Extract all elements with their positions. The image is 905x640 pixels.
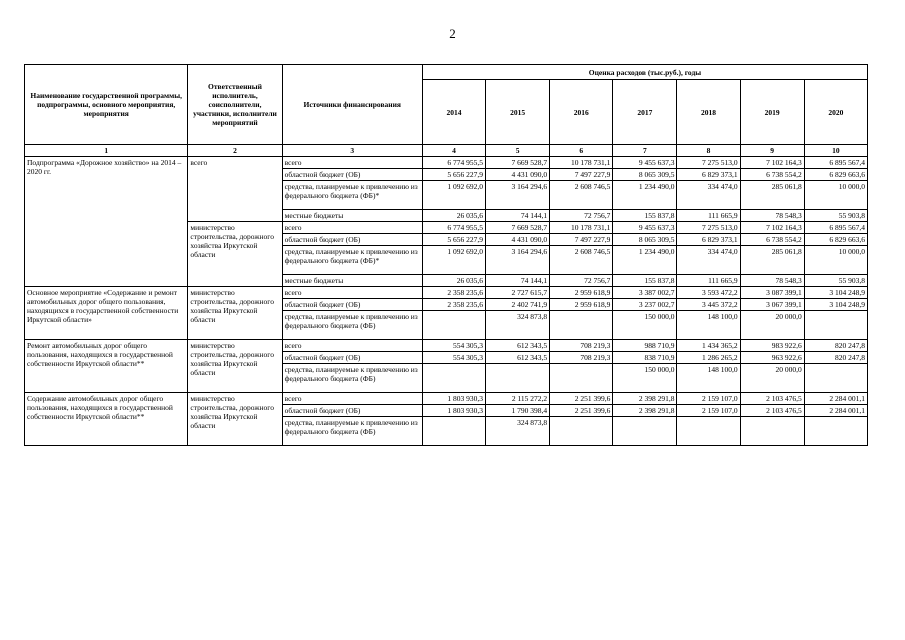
value-cell: 2 959 618,9 <box>550 299 613 311</box>
value-cell: 5 656 227,9 <box>422 234 485 246</box>
value-cell: 6 895 567,4 <box>804 222 867 234</box>
value-cell: 72 756,7 <box>550 210 613 222</box>
executor-cell: министерство строительства, дорожного хозяйства Иркутской области <box>188 340 282 393</box>
executor-cell: министерство строительства, дорожного хозяйства Иркутской области <box>188 393 282 446</box>
value-cell: 6 829 663,6 <box>804 169 867 181</box>
value-cell: 2 159 107,0 <box>677 393 740 405</box>
header-estimate: Оценка расходов (тыс.руб.), годы <box>422 65 867 80</box>
value-cell: 10 178 731,1 <box>550 157 613 169</box>
header-executor: Ответственный исполнитель, соисполнители, участники, исполнители мероприятий <box>188 65 282 145</box>
value-cell <box>804 417 867 446</box>
value-cell: 148 100,0 <box>677 364 740 393</box>
value-cell: 7 275 513,0 <box>677 157 740 169</box>
value-cell: 78 548,3 <box>740 210 804 222</box>
value-cell: 3 387 002,7 <box>613 287 677 299</box>
measure-name-cell: Основное мероприятие «Содержание и ремонт автомобильных дорог общего пользования, находящихся в государственной собственности Иркутской области» <box>25 287 188 340</box>
executor-cell: всего <box>188 157 282 222</box>
header-source: Источники финансирования <box>282 65 422 145</box>
value-cell: 285 061,8 <box>740 246 804 275</box>
value-cell: 111 665,9 <box>677 210 740 222</box>
value-cell: 2 608 746,5 <box>550 181 613 210</box>
value-cell: 3 237 002,7 <box>613 299 677 311</box>
value-cell: 2 358 235,6 <box>422 287 485 299</box>
value-cell: 3 067 399,1 <box>740 299 804 311</box>
measure-name-cell: Ремонт автомобильных дорог общего пользования, находящихся в государственной собственности Иркутской области** <box>25 340 188 393</box>
funding-source-cell: областной бюджет (ОБ) <box>282 352 422 364</box>
value-cell: 20 000,0 <box>740 311 804 340</box>
funding-source-cell: всего <box>282 157 422 169</box>
value-cell: 7 497 227,9 <box>550 169 613 181</box>
measure-name-cell: Подпрограмма «Дорожное хозяйство» на 2014 – 2020 гг. <box>25 157 188 287</box>
value-cell: 2 398 291,8 <box>613 393 677 405</box>
funding-source-cell: средства, планируемые к привлечению из федерального бюджета (ФБ) <box>282 364 422 393</box>
value-cell <box>804 311 867 340</box>
value-cell <box>422 364 485 393</box>
value-cell: 7 275 513,0 <box>677 222 740 234</box>
column-number: 4 <box>422 145 485 157</box>
column-number: 7 <box>613 145 677 157</box>
value-cell <box>550 364 613 393</box>
value-cell <box>422 417 485 446</box>
value-cell: 10 000,0 <box>804 181 867 210</box>
value-cell: 2 251 399,6 <box>550 393 613 405</box>
value-cell: 324 873,8 <box>486 417 550 446</box>
value-cell <box>422 311 485 340</box>
value-cell: 74 144,1 <box>486 275 550 287</box>
value-cell: 3 087 399,1 <box>740 287 804 299</box>
funding-source-cell: средства, планируемые к привлечению из федерального бюджета (ФБ) <box>282 311 422 340</box>
column-number: 1 <box>25 145 188 157</box>
value-cell: 6 774 955,5 <box>422 157 485 169</box>
header-year: 2019 <box>740 80 804 145</box>
table-row <box>25 287 868 299</box>
funding-source-cell: средства, планируемые к привлечению из федерального бюджета (ФБ)* <box>282 246 422 275</box>
value-cell: 334 474,0 <box>677 181 740 210</box>
value-cell: 334 474,0 <box>677 246 740 275</box>
value-cell: 1 234 490,0 <box>613 246 677 275</box>
page-number: 2 <box>449 26 456 41</box>
column-number: 10 <box>804 145 867 157</box>
value-cell: 155 837,8 <box>613 210 677 222</box>
value-cell: 10 000,0 <box>804 246 867 275</box>
executor-cell: министерство строительства, дорожного хозяйства Иркутской области <box>188 287 282 340</box>
funding-source-cell: областной бюджет (ОБ) <box>282 405 422 417</box>
value-cell: 6 774 955,5 <box>422 222 485 234</box>
column-number: 5 <box>486 145 550 157</box>
funding-source-cell: средства, планируемые к привлечению из федерального бюджета (ФБ)* <box>282 181 422 210</box>
value-cell: 5 656 227,9 <box>422 169 485 181</box>
value-cell <box>550 417 613 446</box>
value-cell <box>550 311 613 340</box>
value-cell: 2 103 476,5 <box>740 405 804 417</box>
header-year: 2017 <box>613 80 677 145</box>
value-cell: 150 000,0 <box>613 364 677 393</box>
value-cell: 7 497 227,9 <box>550 234 613 246</box>
header-year: 2015 <box>486 80 550 145</box>
value-cell: 10 178 731,1 <box>550 222 613 234</box>
value-cell: 1 092 692,0 <box>422 181 485 210</box>
column-number: 8 <box>677 145 740 157</box>
value-cell: 1 092 692,0 <box>422 246 485 275</box>
value-cell: 74 144,1 <box>486 210 550 222</box>
value-cell: 3 593 472,2 <box>677 287 740 299</box>
value-cell <box>677 417 740 446</box>
header-name: Наименование государственной программы, подпрограммы, основного мероприятия, мероприятия <box>25 65 188 145</box>
header-year: 2020 <box>804 80 867 145</box>
value-cell: 111 665,9 <box>677 275 740 287</box>
value-cell: 6 829 663,6 <box>804 234 867 246</box>
value-cell: 1 434 365,2 <box>677 340 740 352</box>
value-cell: 9 455 637,3 <box>613 157 677 169</box>
funding-source-cell: всего <box>282 222 422 234</box>
value-cell: 2 284 001,1 <box>804 393 867 405</box>
value-cell: 26 035,6 <box>422 275 485 287</box>
value-cell: 9 455 637,3 <box>613 222 677 234</box>
value-cell: 1 234 490,0 <box>613 181 677 210</box>
funding-source-cell: местные бюджеты <box>282 275 422 287</box>
value-cell: 6 738 554,2 <box>740 234 804 246</box>
value-cell: 2 358 235,6 <box>422 299 485 311</box>
value-cell: 2 115 272,2 <box>486 393 550 405</box>
value-cell: 4 431 090,0 <box>486 169 550 181</box>
value-cell: 285 061,8 <box>740 181 804 210</box>
value-cell: 2 159 107,0 <box>677 405 740 417</box>
column-number: 9 <box>740 145 804 157</box>
value-cell: 7 102 164,3 <box>740 222 804 234</box>
value-cell: 2 608 746,5 <box>550 246 613 275</box>
funding-source-cell: областной бюджет (ОБ) <box>282 169 422 181</box>
value-cell: 78 548,3 <box>740 275 804 287</box>
funding-source-cell: всего <box>282 340 422 352</box>
value-cell: 55 903,8 <box>804 275 867 287</box>
value-cell: 554 305,3 <box>422 352 485 364</box>
table-row <box>25 340 868 352</box>
column-number: 3 <box>282 145 422 157</box>
value-cell: 72 756,7 <box>550 275 613 287</box>
funding-source-cell: местные бюджеты <box>282 210 422 222</box>
value-cell: 55 903,8 <box>804 210 867 222</box>
value-cell: 3 164 294,6 <box>486 181 550 210</box>
value-cell: 2 727 615,7 <box>486 287 550 299</box>
value-cell: 3 164 294,6 <box>486 246 550 275</box>
value-cell: 1 286 265,2 <box>677 352 740 364</box>
value-cell: 20 000,0 <box>740 364 804 393</box>
table-row <box>25 157 868 169</box>
value-cell: 708 219,3 <box>550 340 613 352</box>
value-cell: 2 402 741,9 <box>486 299 550 311</box>
value-cell: 6 829 373,1 <box>677 234 740 246</box>
value-cell: 988 710,9 <box>613 340 677 352</box>
column-number: 6 <box>550 145 613 157</box>
value-cell: 963 922,6 <box>740 352 804 364</box>
value-cell: 820 247,8 <box>804 340 867 352</box>
value-cell: 6 829 373,1 <box>677 169 740 181</box>
value-cell: 838 710,9 <box>613 352 677 364</box>
budget-table <box>24 64 868 446</box>
value-cell <box>740 417 804 446</box>
value-cell: 3 445 372,2 <box>677 299 740 311</box>
header-year: 2018 <box>677 80 740 145</box>
value-cell: 150 000,0 <box>613 311 677 340</box>
value-cell: 612 343,5 <box>486 340 550 352</box>
funding-source-cell: областной бюджет (ОБ) <box>282 299 422 311</box>
value-cell: 6 895 567,4 <box>804 157 867 169</box>
header-year: 2016 <box>550 80 613 145</box>
value-cell: 2 251 399,6 <box>550 405 613 417</box>
header-year: 2014 <box>422 80 485 145</box>
value-cell: 554 305,3 <box>422 340 485 352</box>
value-cell: 3 104 248,9 <box>804 299 867 311</box>
value-cell: 7 669 528,7 <box>486 157 550 169</box>
funding-source-cell: средства, планируемые к привлечению из федерального бюджета (ФБ) <box>282 417 422 446</box>
value-cell: 3 104 248,9 <box>804 287 867 299</box>
value-cell: 1 790 398,4 <box>486 405 550 417</box>
value-cell: 2 103 476,5 <box>740 393 804 405</box>
value-cell: 8 065 309,5 <box>613 169 677 181</box>
value-cell: 1 803 930,3 <box>422 393 485 405</box>
value-cell <box>804 364 867 393</box>
value-cell: 7 102 164,3 <box>740 157 804 169</box>
value-cell: 4 431 090,0 <box>486 234 550 246</box>
value-cell: 324 873,8 <box>486 311 550 340</box>
funding-source-cell: областной бюджет (ОБ) <box>282 234 422 246</box>
value-cell <box>613 417 677 446</box>
value-cell: 26 035,6 <box>422 210 485 222</box>
measure-name-cell: Содержание автомобильных дорог общего пользования, находящихся в государственной собственности Иркутской области** <box>25 393 188 446</box>
value-cell: 820 247,8 <box>804 352 867 364</box>
value-cell: 148 100,0 <box>677 311 740 340</box>
value-cell: 2 398 291,8 <box>613 405 677 417</box>
value-cell: 2 284 001,1 <box>804 405 867 417</box>
value-cell: 155 837,8 <box>613 275 677 287</box>
value-cell <box>486 364 550 393</box>
value-cell: 612 343,5 <box>486 352 550 364</box>
column-number-row <box>25 145 868 157</box>
value-cell: 6 738 554,2 <box>740 169 804 181</box>
table-row <box>25 393 868 405</box>
executor-cell: министерство строительства, дорожного хозяйства Иркутской области <box>188 222 282 287</box>
value-cell: 1 803 930,3 <box>422 405 485 417</box>
value-cell: 7 669 528,7 <box>486 222 550 234</box>
funding-source-cell: всего <box>282 287 422 299</box>
table-body <box>25 157 868 446</box>
value-cell: 2 959 618,9 <box>550 287 613 299</box>
value-cell: 708 219,3 <box>550 352 613 364</box>
column-number: 2 <box>188 145 282 157</box>
value-cell: 983 922,6 <box>740 340 804 352</box>
funding-source-cell: всего <box>282 393 422 405</box>
value-cell: 8 065 309,5 <box>613 234 677 246</box>
